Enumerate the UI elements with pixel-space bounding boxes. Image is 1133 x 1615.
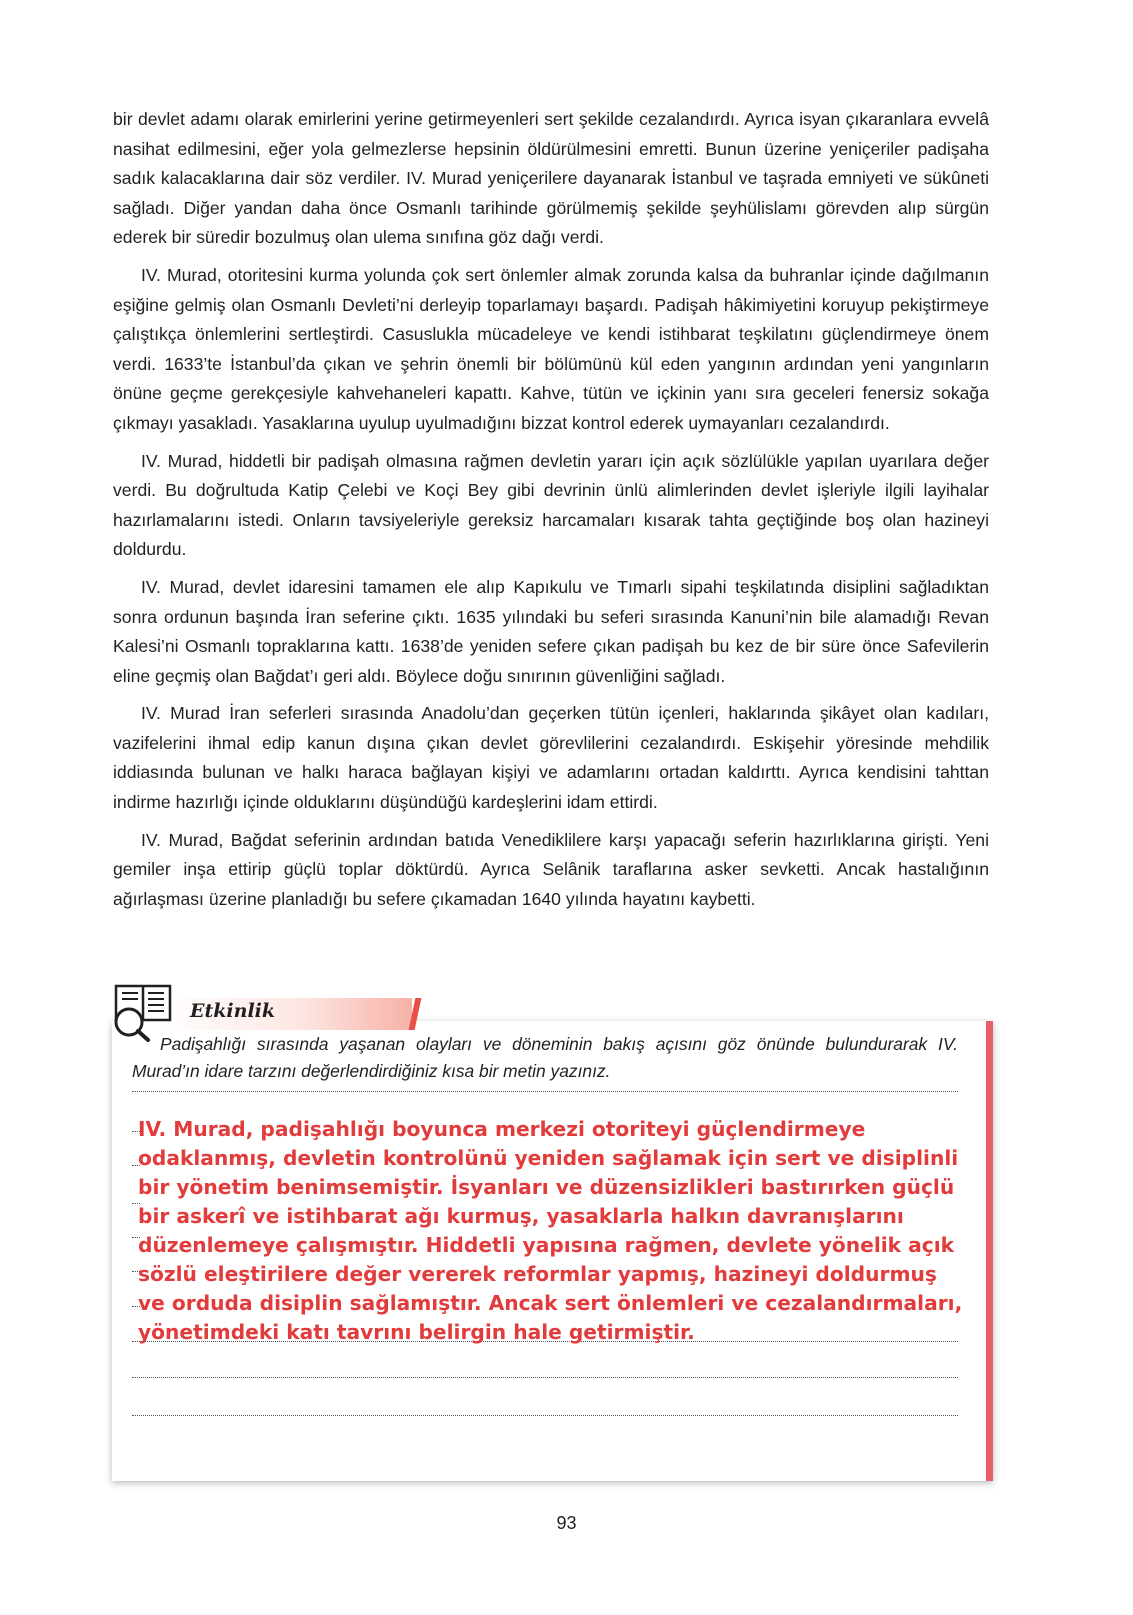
answer-line bbox=[132, 1091, 958, 1092]
answer-line bbox=[132, 1415, 958, 1416]
activity-box bbox=[112, 1021, 993, 1481]
activity-header bbox=[110, 984, 320, 1034]
paragraph: IV. Murad İran seferleri sırasında Anadolu’dan geçerken tütün içenleri, haklarında şikâyet olan kadıları, vazifelerini ihmal edip kanun dışına çıkan devlet görevlilerini cezalandırdı. Eskişehir yöresinde mehdilik iddiasında bulunan ve halkı haraca bağlayan kişiyi ve adamlarını ortadan kaldırttı. Ayrıca kendisini tahttan indirme hazırlığı içinde olduklarını düşündüğü kardeşlerini idam ettirdi. bbox=[113, 703, 989, 813]
paragraph: bir devlet adamı olarak emirlerini yerine getirmeyenleri sert şekilde cezalandırdı. Ayrıca isyan çıkaranlara evvelâ nasihat edilmesini, eğer yola gelmezlerse hepsinin öldürülmesini emretti. Bunun üzerine yeniçeriler padişaha sadık kalacaklarına dair söz verdiler. IV. Murad yeniçerilere dayanarak İstanbul ve taşrada emniyeti ve sükûneti sağladı. Diğer yandan daha önce Osmanlı tarihinde görülmemiş şekilde şeyhülislamı görevden alıp sürgün ederek bir süredir bozulmuş olan ulema sınıfına göz dağı verdi. bbox=[113, 109, 989, 248]
paragraph: IV. Murad, hiddetli bir padişah olmasına rağmen devletin yararı için açık sözlülükle yapılan uyarılara değer verdi. Bu doğrultuda Katip Çelebi ve Koçi Bey gibi devrinin ünlü alimlerinden devlet işleriyle ilgili layihalar hazırlamalarını istedi. Onların tavsiyeleriyle gereksiz harcamaları kısarak tahta geçtiğinde boş olan hazineyi doldurdu. bbox=[113, 450, 989, 560]
paragraph: IV. Murad, otoritesini kurma yolunda çok sert önlemler almak zorunda kalsa da buhranlar içinde dağılmanın eşiğine gelmiş olan Osmanlı Devleti’ni derleyip toparlamayı başardı. Padişah hâkimiyetini koruyup pekiştirmeye çalıştıkça önlemlerini sertleştirdi. Casuslukla mücadeleye ve kendi istihbarat teşkilatını güçlendirmeye önem verdi. 1633’te İstanbul’da çıkan ve şehrin önemli bir bölümünü kül eden yangının ardından yeni yangınların önüne geçme gerekçesiyle kahvehaneleri kapattı. Kahve, tütün ve içkinin yanı sıra geceleri fenersiz sokağa çıkmayı yasakladı. Yasaklarına uyulup uyulmadığını bizzat kontrol ederek uymayanları cezalandırdı. bbox=[113, 264, 989, 433]
book-magnifier-icon bbox=[110, 984, 174, 1042]
activity-label: Etkinlik bbox=[190, 1000, 276, 1022]
answer-line bbox=[132, 1377, 958, 1378]
paragraph: IV. Murad, Bağdat seferinin ardından batıda Venediklilere karşı yapacağı seferin hazırlıklarına girişti. Yeni gemiler inşa ettirip güçlü toplar döktürdü. Ayrıca Selânik taraflarına asker sevketti. Ancak hastalığının ağırlaşması üzerine planladığı bu sefere çıkamadan 1640 yılında hayatını kaybetti. bbox=[113, 829, 989, 909]
activity-prompt: Padişahlığı sırasında yaşanan olayları ve döneminin bakış açısını göz önünde bulundurarak IV. Murad’ın idare tarzını değerlendirdiğiniz kısa bir metin yazınız. bbox=[132, 1034, 958, 1081]
activity-answer: IV. Murad, padişahlığı boyunca merkezi otoriteyi güçlendirmeye odaklanmış, devletin kontrolünü yeniden sağlamak için sert ve disiplinli bir yönetim benimsemiştir. İsyanları ve düzensizlikleri bastırırken güçlü bir askerî ve istihbarat ağı kurmuş, yasaklarla halkın davranışlarını düzenlemeye çalışmıştır. Hiddetli yapısına rağmen, devlete yönelik açık sözlü eleştirilere değer vererek reformlar yapmış, hazineyi doldurmuş ve orduda disiplin sağlamıştır. Ancak sert önlemleri ve cezalandırmaları, yönetimdeki katı tavrını belirgin hale getirmiştir. bbox=[138, 1117, 963, 1344]
paragraph: IV. Murad, devlet idaresini tamamen ele alıp Kapıkulu ve Tımarlı sipahi teşkilatında disiplini sağladıktan sonra ordunun başında İran seferine çıktı. 1635 yılındaki bu seferi sırasında Kanuni’nin bile alamadığı Revan Kalesi’ni Osmanlı topraklarına kattı. 1638’de yeniden sefere çıkan padişah bu kez de bir süre önce Safevilerin eline geçmiş olan Bağdat’ı geri aldı. Böylece doğu sınırının güvenliğini sağladı. bbox=[113, 576, 989, 686]
page-number: 93 bbox=[556, 1513, 577, 1533]
body-text bbox=[113, 105, 989, 922]
